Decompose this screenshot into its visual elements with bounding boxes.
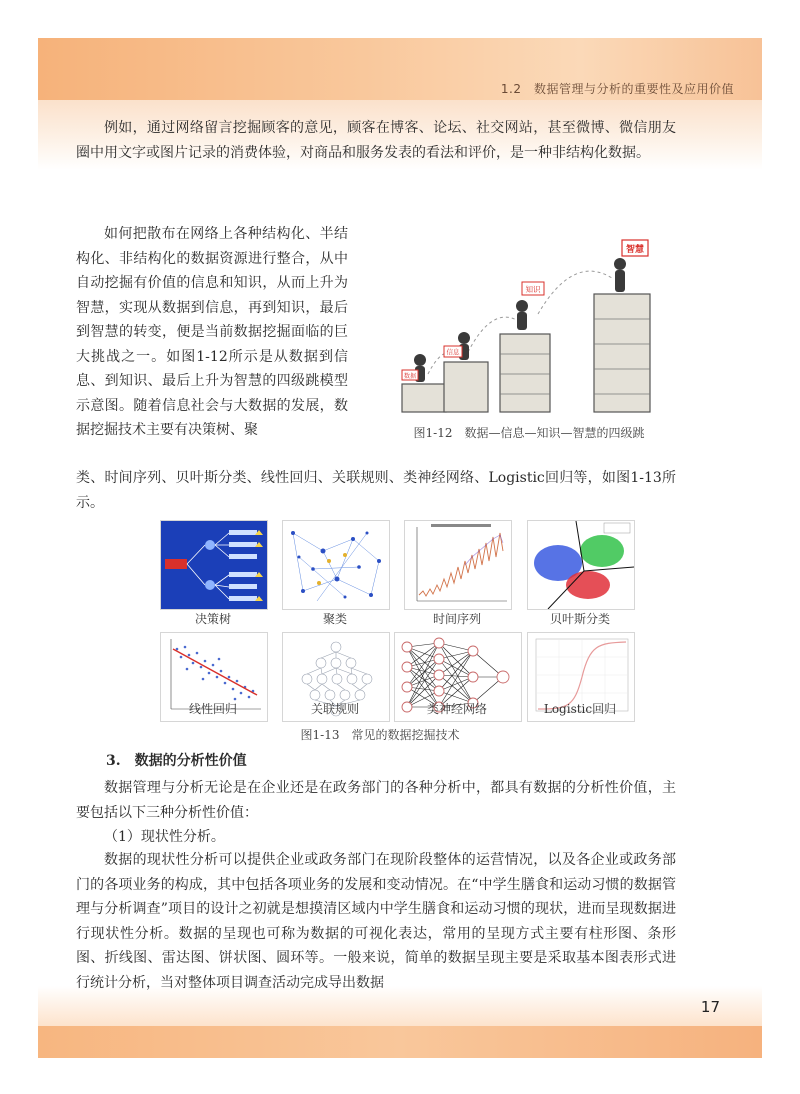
running-header: 1.2 数据管理与分析的重要性及应用价值 xyxy=(500,82,734,96)
thumb-bayes-classification xyxy=(527,520,635,610)
figure-1-13-caption: 图1-13 常见的数据挖掘技术 xyxy=(300,728,460,742)
flag-data: 数据 xyxy=(403,373,417,380)
paragraph-6: 数据的现状性分析可以提供企业或政务部门在现阶段整体的运营情况，以及各企业或政务部门的各项业务的构成，其中包括各项业务的发展和变动情况。在“中学生膳食和运动习惯的数据管理与分析调查”项目的设计之初就是想摸清区域内中学生膳食和运动习惯的现状，进而呈现数据进行现状性分析。数据的呈现也可称为数据的可视化表达，常用的呈现方式主要有柱形图、条形图、折线图、雷达图、饼状图、圆环等。一般来说，简单的数据呈现主要是采取基本图表形式进行统计分析，当对整体项目调查活动完成导出数据 xyxy=(76,852,676,991)
flag-wisdom: 智慧 xyxy=(625,245,645,255)
footer-band xyxy=(38,1026,762,1058)
label-time-series: 时间序列 xyxy=(432,612,481,626)
thumb-clustering xyxy=(282,520,390,610)
label-clustering: 聚类 xyxy=(322,612,347,626)
label-neural-network: 类神经网络 xyxy=(426,702,487,716)
four-level-jump-illustration xyxy=(398,234,654,414)
flag-knowledge: 知识 xyxy=(525,285,541,294)
label-logistic-regression: Logistic回归 xyxy=(543,702,617,716)
flag-information: 信息 xyxy=(446,348,460,356)
label-bayes-classification: 贝叶斯分类 xyxy=(549,612,610,626)
label-linear-regression: 线性回归 xyxy=(188,702,237,716)
paragraph-3: 类、时间序列、贝叶斯分类、线性回归、关联规则、类神经网络、Logistic回归等，如图1-13所示。 xyxy=(76,470,676,511)
paragraph-1: 例如，通过网络留言挖掘顾客的意见，顾客在博客、论坛、社交网站，甚至微博、微信朋友圈中用文字或图片记录的消费体验，对商品和服务发表的看法和评价，是一种非结构化数据。 xyxy=(76,120,676,161)
thumb-decision-tree xyxy=(160,520,268,610)
paragraph-4: 数据管理与分析无论是在企业还是在政务部门的各种分析中，都具有数据的分析性价值，主要包括以下三种分析性价值： xyxy=(76,780,676,821)
paragraph-2: 如何把散布在网络上各种结构化、半结构化、非结构化的数据资源进行整合，从中自动挖掘有价值的信息和知识，从而上升为智慧，实现从数据到信息，再到知识，最后到智慧的转变，便是当前数据挖掘面临的巨大挑战之一。如图1-12所示是从数据到信息、到知识、最后上升为智慧的四级跳模型示意图。随着信息社会与大数据的发展，数据挖掘技术主要有决策树、聚 xyxy=(76,226,348,438)
label-decision-tree: 决策树 xyxy=(194,612,231,626)
figure-1-12-caption: 图1-12 数据—信息—知识—智慧的四级跳 xyxy=(413,426,645,440)
section-title: 3. 数据的分析性价值 xyxy=(106,753,247,769)
thumb-time-series xyxy=(404,520,512,610)
label-association-rules: 关联规则 xyxy=(310,702,359,716)
page-number: 17 xyxy=(700,998,720,1016)
paragraph-5: （1）现状性分析。 xyxy=(104,829,225,845)
